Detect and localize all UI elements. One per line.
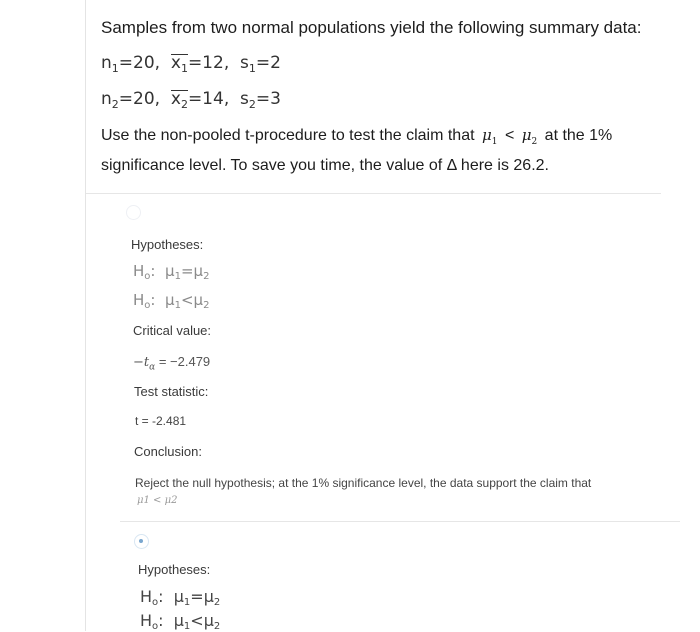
mu-symbol: μ	[173, 587, 184, 606]
n1-symbol: n	[101, 53, 112, 73]
colon: :	[158, 587, 164, 606]
s2-value: =3	[255, 89, 281, 109]
mu-subscript: 2	[203, 271, 210, 282]
h-symbol: H	[140, 587, 153, 606]
mu-subscript: 2	[213, 597, 221, 608]
answer-option-2[interactable]	[0, 522, 700, 631]
xbar2-subscript: 2	[180, 98, 188, 111]
h-subscript: o	[152, 597, 159, 608]
operator: <	[190, 611, 204, 630]
s2-symbol: s	[240, 89, 249, 109]
operator: <	[180, 291, 194, 309]
alternative-hypothesis	[133, 291, 209, 309]
xbar1-symbol: x	[170, 53, 181, 73]
mu1-subscript: 1	[491, 137, 498, 147]
test-statistic-label: Test statistic:	[134, 384, 209, 399]
mu-subscript: 1	[183, 597, 191, 608]
s1-symbol: s	[240, 53, 249, 73]
n1-value: =20,	[118, 53, 161, 73]
instruction-text-c: significance level. To save you time, the value of Δ here is 26.2.	[101, 157, 549, 174]
h-subscript: o	[152, 621, 159, 632]
h-subscript: o	[144, 271, 151, 282]
alternative-hypothesis	[140, 611, 220, 630]
question-intro: Samples from two normal populations yield the following summary data:	[101, 18, 642, 37]
critical-lhs: −t	[133, 355, 150, 370]
n2-value: =20,	[118, 89, 161, 109]
operator: =	[180, 262, 194, 280]
critical-rhs: = −2.479	[158, 354, 211, 369]
critical-value-label: Critical value:	[133, 323, 212, 338]
colon: :	[150, 291, 156, 309]
instruction-text-b: at the 1%	[544, 127, 613, 144]
xbar2-symbol: x	[170, 89, 181, 109]
mu-symbol: μ	[165, 291, 175, 309]
mu-symbol: μ	[203, 587, 214, 606]
critical-subscript: α	[149, 362, 156, 373]
h-symbol: H	[140, 611, 153, 630]
h-symbol: H	[133, 291, 145, 309]
s1-value: =2	[255, 53, 281, 73]
null-hypothesis	[133, 262, 209, 280]
operator: =	[190, 587, 204, 606]
null-hypothesis	[140, 587, 220, 606]
mu1-symbol: μ	[482, 126, 492, 144]
colon: :	[150, 262, 156, 280]
mu-symbol: μ	[193, 262, 204, 280]
xbar2-value: =14,	[187, 89, 230, 109]
mu-subscript: 2	[203, 300, 210, 311]
n2-subscript: 2	[111, 98, 119, 111]
mu-subscript: 1	[183, 621, 191, 632]
n1-subscript: 1	[111, 62, 119, 75]
critical-value	[133, 354, 210, 373]
xbar1-subscript: 1	[180, 62, 188, 75]
s2-subscript: 2	[248, 98, 256, 111]
mu-symbol: μ	[165, 262, 175, 280]
mu2-subscript: 2	[531, 137, 538, 147]
n2-symbol: n	[101, 89, 112, 109]
mu-symbol: μ	[173, 611, 184, 630]
test-statistic-value: t = -2.481	[135, 414, 187, 428]
mu-subscript: 2	[213, 621, 221, 632]
conclusion-label: Conclusion:	[134, 444, 202, 459]
xbar1-value: =12,	[187, 53, 230, 73]
h-subscript: o	[144, 300, 151, 311]
mu2-symbol: μ	[521, 126, 532, 144]
colon: :	[158, 611, 164, 630]
conclusion-claim: μ1 < μ2	[137, 495, 178, 506]
s1-subscript: 1	[248, 62, 256, 75]
instruction-text-a: Use the non-pooled t-procedure to test the claim that	[101, 127, 475, 144]
mu-symbol: μ	[193, 291, 204, 309]
mu-symbol: μ	[203, 611, 214, 630]
conclusion-text: Reject the null hypothesis; at the 1% significance level, the data support the claim that	[135, 476, 592, 490]
hypotheses-label: Hypotheses:	[131, 237, 204, 252]
mu-subscript: 1	[174, 300, 181, 311]
mu-subscript: 1	[174, 271, 181, 282]
less-than-symbol: <	[504, 127, 515, 144]
hypotheses-label: Hypotheses:	[138, 562, 211, 577]
h-symbol: H	[133, 262, 145, 280]
